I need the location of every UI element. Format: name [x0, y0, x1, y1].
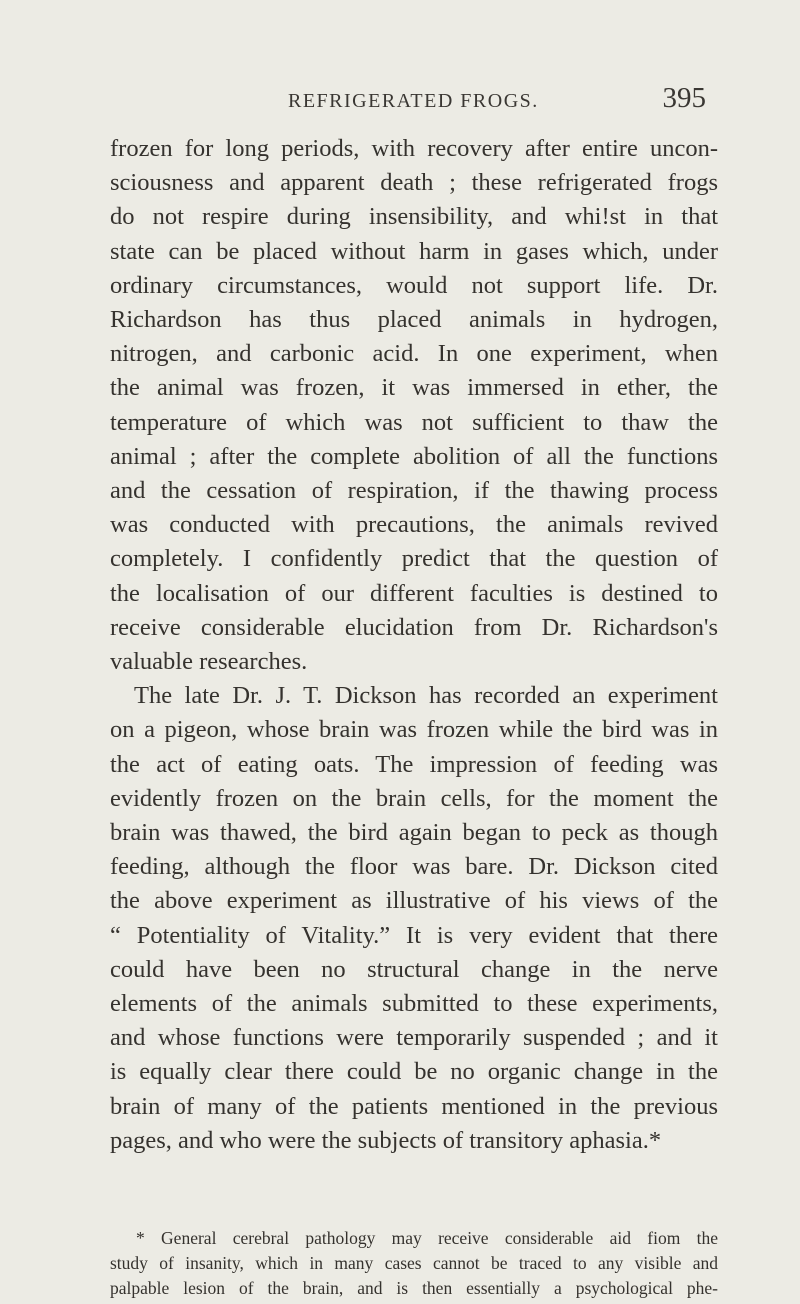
body-text — [110, 132, 718, 1158]
text-line: the localisation of our different faculties is destined to — [110, 579, 718, 607]
page-header — [110, 80, 710, 120]
text-line: state can be placed without harm in gases which, under — [110, 237, 718, 265]
footnote-line: palpable lesion of the brain, and is then essentially a psychological phe- — [110, 1278, 718, 1298]
text-line: and the cessation of respiration, if the thawing process — [110, 477, 718, 505]
text-line: brain was thawed, the bird again began to peck as though — [110, 819, 718, 847]
text-line: The late Dr. J. T. Dickson has recorded an experiment — [134, 682, 718, 710]
text-line: nitrogen, and carbonic acid. In one experiment, when — [110, 340, 718, 368]
text-line: brain of many of the patients mentioned in the previous — [110, 1092, 718, 1120]
text-line: evidently frozen on the brain cells, for the moment the — [110, 784, 718, 812]
text-line: valuable researches. — [110, 648, 308, 676]
text-line: frozen for long periods, with recovery after entire uncon- — [110, 135, 718, 162]
text-line: ordinary circumstances, would not support life. Dr. — [110, 271, 718, 299]
text-line: Richardson has thus placed animals in hydrogen, — [110, 306, 718, 334]
text-line: is equally clear there could be no organic change in the — [110, 1058, 718, 1086]
running-title: REFRIGERATED FROGS. — [288, 90, 539, 112]
footnote-line: * General cerebral pathology may receive considerable aid fiom the — [136, 1228, 718, 1248]
text-line: animal ; after the complete abolition of all the functions — [110, 442, 718, 470]
text-line: and whose functions were temporarily suspended ; and it — [110, 1024, 718, 1052]
text-line: temperature of which was not sufficient to thaw the — [110, 408, 718, 436]
footnote-line: study of insanity, which in many cases cannot be traced to any visible and — [110, 1253, 718, 1273]
text-line: feeding, although the floor was bare. Dr. Dickson cited — [110, 853, 718, 881]
text-line: the act of eating oats. The impression of feeding was — [110, 750, 718, 778]
text-line: could have been no structural change in the nerve — [110, 955, 718, 983]
text-line: sciousness and apparent death ; these refrigerated frogs — [110, 169, 718, 197]
text-line: “ Potentiality of Vitality.” It is very evident that there — [110, 921, 718, 949]
page-number: 395 — [662, 82, 706, 114]
text-line: receive considerable elucidation from Dr. Richardson's — [110, 613, 718, 641]
text-line: the animal was frozen, it was immersed in ether, the — [110, 374, 718, 402]
footnote — [110, 1226, 718, 1301]
text-line: on a pigeon, whose brain was frozen while the bird was in — [110, 716, 718, 744]
text-line: pages, and who were the subjects of transitory aphasia.* — [110, 1126, 662, 1154]
text-line: the above experiment as illustrative of his views of the — [110, 887, 718, 915]
text-line: do not respire during insensibility, and whi!st in that — [110, 203, 718, 231]
text-line: completely. I confidently predict that the question of — [110, 545, 718, 573]
text-line: elements of the animals submitted to these experiments, — [110, 990, 718, 1018]
text-line: was conducted with precautions, the animals revived — [110, 511, 718, 539]
